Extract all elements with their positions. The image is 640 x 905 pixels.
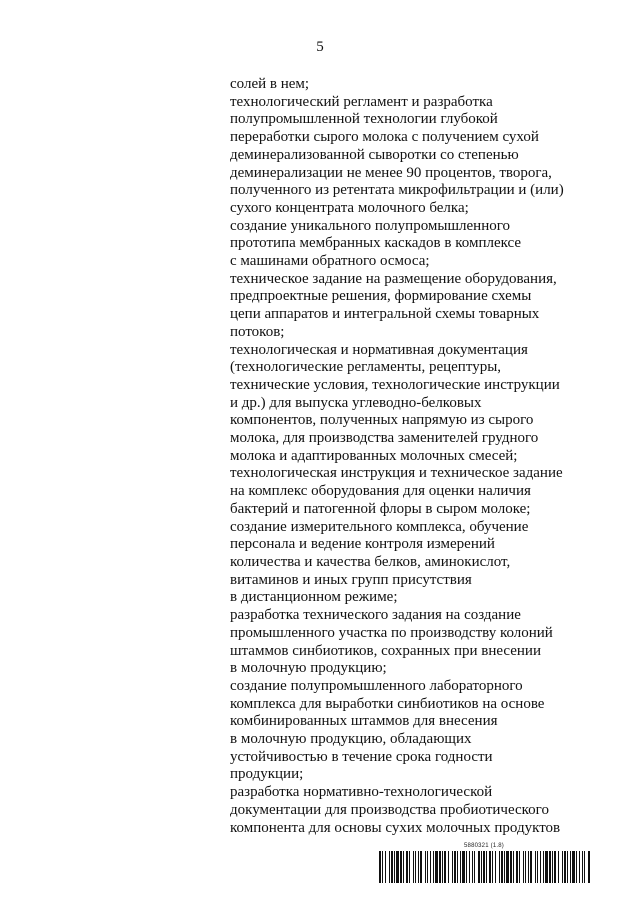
text-line: прототипа мембранных каскадов в комплексе [230,235,522,252]
text-line: предпроектные решения, формирование схемы [230,288,532,305]
text-line: на комплекс оборудования для оценки наличия [230,483,531,500]
text-line: устойчивостью в течение срока годности [230,748,493,765]
text-line: разработка технического задания на создание [230,607,521,624]
text-line: компонента для основы сухих молочных продуктов [230,819,561,836]
text-line: комбинированных штаммов для внесения [230,713,498,730]
text-line: техническое задание на размещение оборудования, [230,270,557,287]
text-line: документации для производства пробиотического [230,801,549,818]
text-line: сухого концентрата молочного белка; [230,199,469,216]
text-line: технологическая инструкция и техническое задание [230,465,563,482]
text-line: комплекса для выработки синбиотиков на основе [230,695,545,712]
text-line: технические условия, технологические инструкции [230,376,560,393]
text-line: компонентов, полученных напрямую из сырого [230,412,534,429]
text-line: в молочную продукцию, обладающих [230,731,472,748]
text-line: технологический регламент и разработка [230,93,493,110]
text-line: и др.) для выпуска углеводно-белковых [230,394,482,411]
text-line: деминерализации не менее 90 процентов, творога, [230,164,552,181]
text-line: создание уникального полупромышленного [230,217,511,234]
text-line: молока, для производства заменителей грудного [230,430,539,447]
text-line: переработки сырого молока с получением сухой [230,129,539,146]
barcode-icon [379,851,591,883]
text-line: солей в нем; [230,76,310,92]
text-line: цепи аппаратов и интегральной схемы товарных [230,306,540,323]
text-line: промышленного участка по производству колоний [230,624,553,641]
text-line: витаминов и иных групп присутствия [230,571,472,588]
text-line: количества и качества белков, аминокислот, [230,553,511,570]
page-number: 5 [316,39,324,55]
text-line: бактерий и патогенной флоры в сыром молоке; [230,500,531,517]
text-line: штаммов синбиотиков, сохранных при внесении [230,642,541,659]
text-line: технологическая и нормативная документация [230,341,528,358]
text-line: в молочную продукцию; [230,660,387,677]
text-line: полупромышленной технологии глубокой [230,111,498,128]
text-line: продукции; [230,766,304,783]
text-line: потоков; [230,323,285,340]
text-line: с машинами обратного осмоса; [230,253,430,270]
text-line: создание полупромышленного лабораторного [230,677,523,694]
text-line: полученного из ретентата микрофильтрации и (или) [230,182,564,199]
body-text [230,76,590,837]
document-id: 5880321 (1.8) [464,843,504,849]
text-line: молока и адаптированных молочных смесей; [230,447,518,464]
text-line: создание измерительного комплекса, обучение [230,518,529,535]
text-line: (технологические регламенты, рецептуры, [230,359,502,376]
text-line: в дистанционном режиме; [230,589,398,606]
text-line: разработка нормативно-технологической [230,784,493,801]
text-line: деминерализованной сыворотки со степенью [230,146,519,163]
text-line: персонала и ведение контроля измерений [230,536,495,553]
